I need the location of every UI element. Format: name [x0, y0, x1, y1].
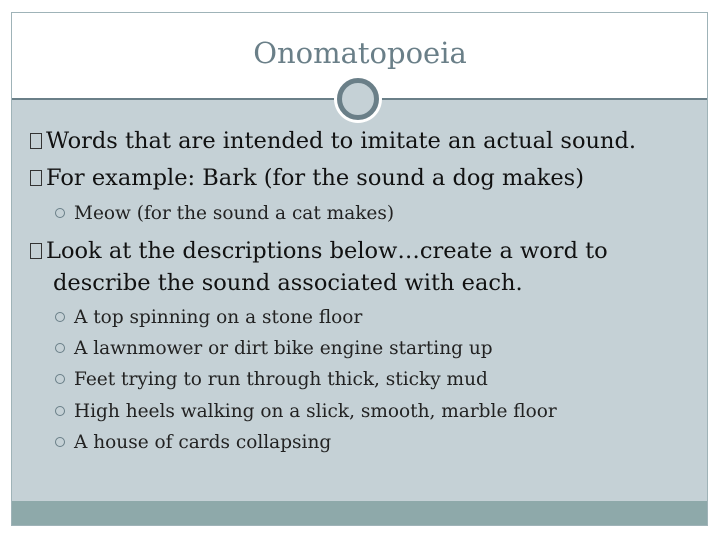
- bullet-text: Words that are intended to imitate an actual sound.: [46, 128, 637, 154]
- sub-item-text: Feet trying to run through thick, sticky mud: [74, 369, 488, 390]
- divider-left: [12, 98, 340, 100]
- missing-glyph-icon: [30, 133, 42, 149]
- circle-bullet-icon: [55, 406, 65, 416]
- sub-item-text: High heels walking on a slick, smooth, marble floor: [74, 401, 557, 422]
- circle-bullet-icon: [55, 374, 65, 384]
- sub-item-text: A top spinning on a stone floor: [74, 307, 363, 328]
- sub-item-text: A lawnmower or dirt bike engine starting up: [74, 338, 493, 359]
- sub-item: [55, 305, 362, 331]
- bullet-3-continued: [53, 268, 523, 298]
- circle-bullet-icon: [55, 343, 65, 353]
- bullet-text: describe the sound associated with each.: [53, 270, 523, 296]
- sub-item: [55, 430, 331, 456]
- ring-ornament-icon: [337, 78, 379, 120]
- sub-item: [55, 399, 557, 425]
- sub-item: [55, 367, 488, 393]
- bullet-1: [30, 126, 636, 156]
- bullet-3: [30, 236, 608, 266]
- bullet-2: [30, 163, 584, 193]
- circle-bullet-icon: [55, 312, 65, 322]
- bullet-text: For example: Bark (for the sound a dog makes): [46, 165, 585, 191]
- circle-bullet-icon: [55, 208, 65, 218]
- sub-item: [55, 201, 394, 227]
- circle-bullet-icon: [55, 437, 65, 447]
- sub-item-text: Meow (for the sound a cat makes): [74, 203, 395, 224]
- divider-right: [381, 98, 707, 100]
- slide-title: Onomatopoeia: [253, 36, 467, 70]
- bottom-bar: [12, 501, 707, 525]
- sub-item-text: A house of cards collapsing: [74, 432, 332, 453]
- sub-item: [55, 336, 493, 362]
- bullet-text: Look at the descriptions below…create a word to: [46, 238, 608, 264]
- missing-glyph-icon: [30, 243, 42, 259]
- missing-glyph-icon: [30, 170, 42, 186]
